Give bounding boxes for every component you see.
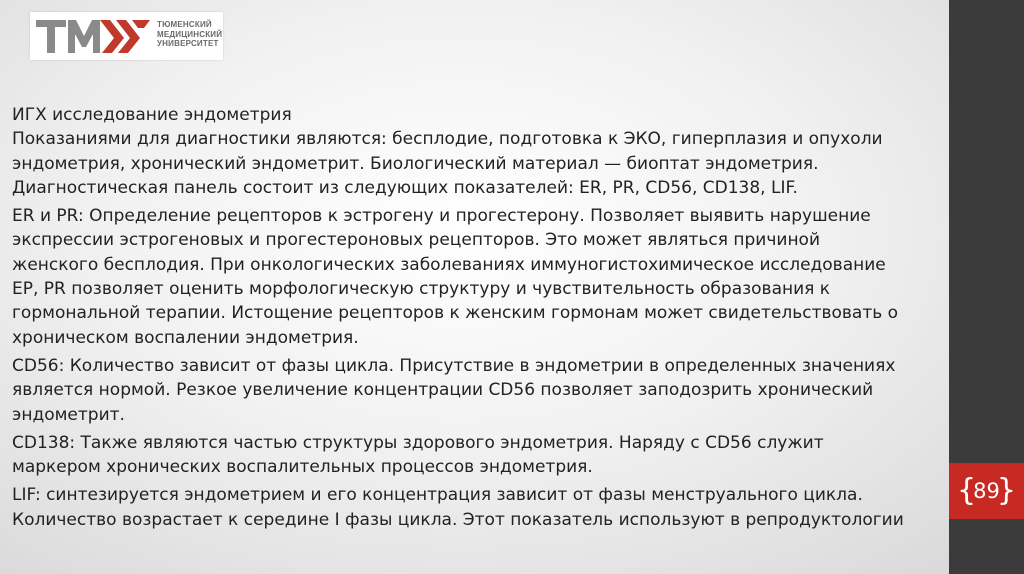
logo-line: УНИВЕРСИТЕТ (157, 39, 219, 48)
text-line: ER и PR: Определение рецепторов к эстрогену и прогестерону. Позволяет выявить нарушение (12, 206, 871, 227)
text-line: ЕР, PR позволяет оценить морфологическую структуру и чувствительность образования к (12, 279, 831, 300)
text-line: эндометрия, хронический эндометрит. Биологический материал — биоптат эндометрия. (12, 153, 819, 174)
text-line: Показаниями для диагностики являются: бесплодие, подготовка к ЭКО, гиперплазия и опухоли (12, 129, 883, 150)
paragraph-intro (12, 103, 924, 200)
text-line: маркером хронических воспалительных процессов эндометрия. (12, 457, 593, 478)
left-brace-icon: { (957, 473, 977, 508)
text-line: является нормой. Резкое увеличение концентрации CD56 позволяет заподозрить хронический (12, 380, 874, 401)
text-line: Количество возрастает к середине I фазы цикла. Этот показатель используют в репродуктологии (12, 509, 904, 530)
text-line: CD138: Также являются частью структуры здорового эндометрия. Наряду с CD56 служит (12, 432, 824, 453)
text-line: LIF: синтезируется эндометрием и его концентрация зависит от фазы менструального цикла. (12, 485, 863, 506)
right-brace-icon: } (996, 473, 1016, 508)
logo-line: ТЮМЕНСКИЙ (157, 20, 212, 29)
page-number-badge (949, 463, 1024, 519)
paragraph-cd56 (12, 354, 924, 427)
text-line: женского бесплодия. При онкологических заболеваниях иммуногистохимическое исследование (12, 254, 886, 275)
page-number: 89 (973, 479, 1000, 503)
logo-line: МЕДИЦИНСКИЙ (157, 29, 223, 39)
tmu-logo-mark-icon (34, 16, 152, 56)
text-line: ИГХ исследование эндометрия (12, 105, 292, 125)
logo-university-name (157, 20, 222, 49)
paragraph-lif (12, 483, 924, 532)
paragraph-cd138 (12, 431, 924, 480)
text-line: хроническом воспалении эндометрия. (12, 327, 359, 348)
text-line: CD56: Количество зависит от фазы цикла. Присутствие в эндометрии в определенных значениях (12, 355, 896, 376)
text-line: гормональной терапии. Истощение рецепторов к женским гормонам может свидетельствовать о (12, 303, 899, 324)
text-line: эндометрит. (12, 404, 125, 425)
university-logo (30, 12, 223, 60)
text-line: Диагностическая панель состоит из следующих показателей: ER, PR, CD56, CD138, LIF. (12, 177, 798, 198)
slide-body (12, 103, 924, 536)
text-line: экспрессии эстрогеновых и прогестероновых рецепторов. Это может являться причиной (12, 230, 821, 251)
paragraph-er-pr (12, 204, 924, 350)
